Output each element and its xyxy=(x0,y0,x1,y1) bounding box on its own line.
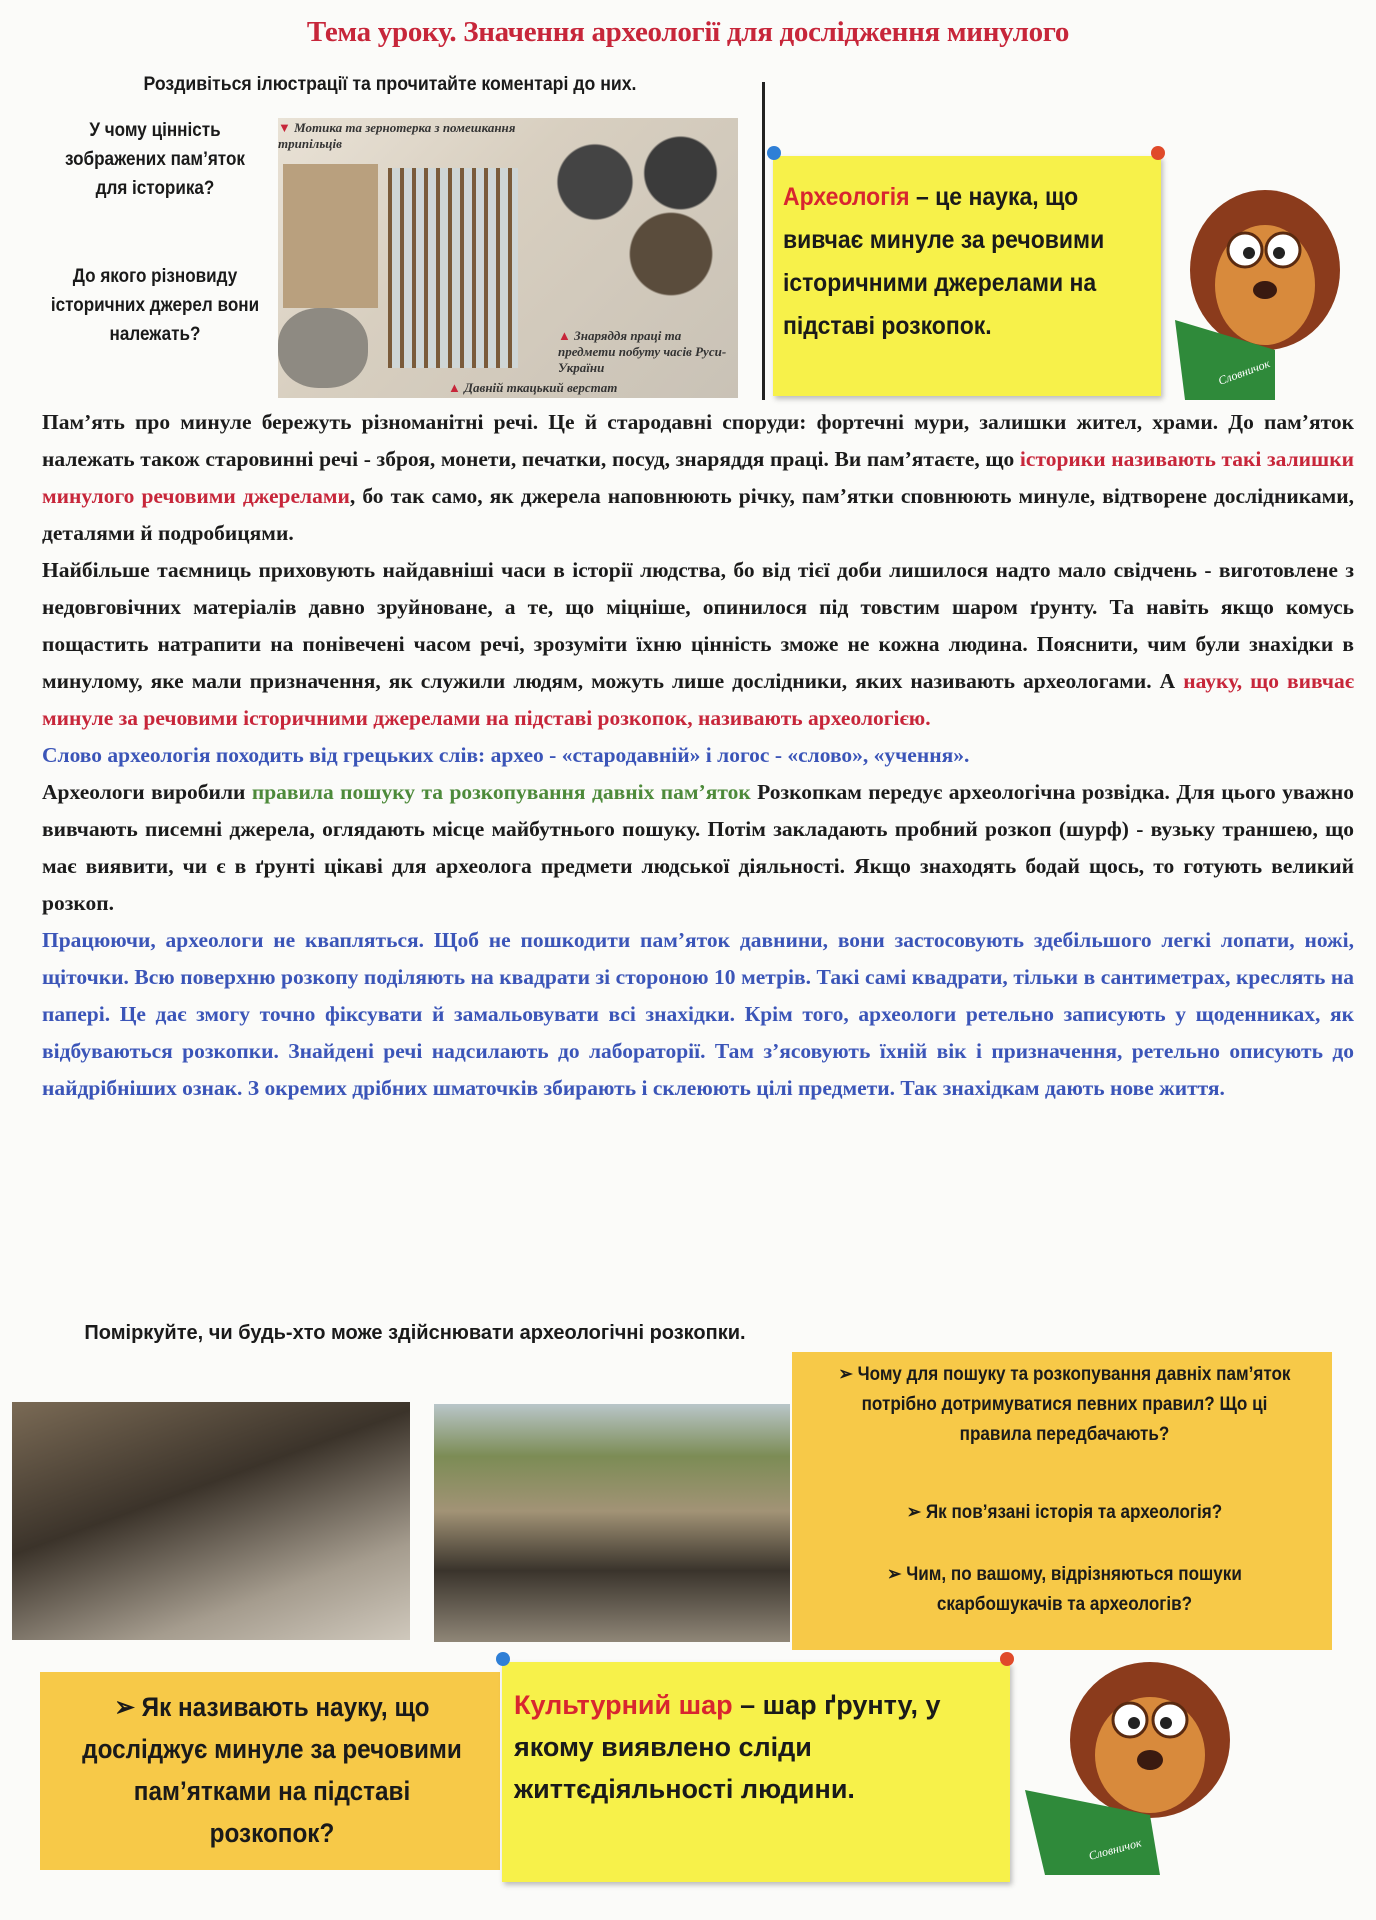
definition-note-archaeology xyxy=(773,156,1161,396)
pin-icon xyxy=(496,1652,510,1666)
instruction-text: Роздивіться ілюстрації та прочитайте коментарі до них. xyxy=(143,74,637,95)
triangle-marker-icon: ▲ xyxy=(448,380,465,395)
book-label: Словничок xyxy=(1087,1835,1143,1863)
bottom-question-box xyxy=(40,1672,500,1870)
paragraph-methods: Працюючи, археологи не квапляться. Щоб не пошкодити пам’яток давнини, вони застосовують здебільшого легкі лопати, ножі, щіточки. Всю поверхню розкопу поділяють на квадрати зі стороною 10 метрів. Такі самі квадрати, тільки в сантиметрах, креслять на папері. Це дає змогу точно фіксувати й замальовувати всі знахідки. Крім того, археологи ретельно записують у щоденниках, як відбуваються розкопки. Знайдені речі надсилають до лабораторії. Там з’ясовують їхній вік і призначення, ретельно описують до найдрібніших ознак. З окремих дрібних шматочків збирають і склеюють цілі предмети. Так знахідкам дають нове життя. xyxy=(42,928,1354,1100)
lion-mascot-reading-icon xyxy=(1165,190,1345,400)
text-run: Найбільше таємниць приховують найдавніші часи в історії людства, бо від тієї доби лишилося надто мало свідчень - виготовлене з недовговічних матеріалів давно зруйноване, а те, що міцніше, опинилося під товстим шаром ґрунту. Та навіть якщо комусь пощастить натрапити на понівечені часом речі, зрозуміти їхню цінність зможе не кожна людина. Пояснити, чим були знахідки в минулому, яке мали призначення, як служили людям, можуть лише дослідники, яких називають археологами. А xyxy=(42,558,1354,693)
term: Археологія xyxy=(783,183,910,211)
paragraph-memory xyxy=(42,404,1354,552)
paragraph-rules xyxy=(42,774,1354,922)
question-treasure-hunters: ➢ Чим, по вашому, відрізняються пошуки скарбошукачів та археологів? xyxy=(887,1564,1242,1615)
caption-tools-text: Знаряддя праці та предмети побуту часів Руси-України xyxy=(558,328,727,375)
triangle-marker-icon: ▼ xyxy=(278,120,295,135)
caption-loom-text: Давній ткацький верстат xyxy=(464,380,618,395)
vertical-divider xyxy=(762,82,765,400)
pin-icon xyxy=(1000,1652,1014,1666)
highlight-green: правила пошуку та розкопування давніх пам’яток xyxy=(251,780,751,804)
paragraph-etymology: Слово археологія походить від грецьких слів: археo - «стародавній» і логос - «слово», «учення». xyxy=(42,743,970,767)
question-value: У чому цінність зображених пам’яток для історика? xyxy=(65,120,245,199)
term: Культурний шар xyxy=(514,1690,733,1720)
text-run: Пам’ять про минуле бережуть різноманітні речі. Це й стародавні споруди: фортечні мури, залишки жител, храми. До пам’яток належать також старовинні речі - зброя, монети, печатки, посуд, знаряддя праці. Ви пам’ятаєте, що xyxy=(42,410,1354,471)
triangle-marker-icon: ▲ xyxy=(558,328,575,343)
question-history-archaeology: ➢ Як пов’язані історія та археологія? xyxy=(906,1502,1223,1523)
lesson-body xyxy=(42,404,1354,1107)
excavation-photo-1 xyxy=(12,1402,410,1640)
paragraph-archaeologists xyxy=(42,552,1354,737)
definition-note-cultural-layer xyxy=(502,1662,1010,1882)
grinder-image xyxy=(278,308,368,388)
pin-icon xyxy=(767,146,781,160)
definition: – шар ґрунту, у якому виявлено сліди життєдіяльності людини. xyxy=(514,1690,941,1804)
pin-icon xyxy=(1151,146,1165,160)
text-run: Розкопкам передує археологічна розвідка. Для цього уважно вивчають писемні джерела, оглядають місце майбутнього пошуку. Потім закладають пробний розкоп (шурф) - вузьку траншею, що має виявити, чи є в ґрунті цікаві для археолога предмети людської діяльності. Якщо знаходять бодай щось, то готують великий розкоп. xyxy=(42,780,1355,915)
question-source-type: До якого різновиду історичних джерел вони належать? xyxy=(50,266,260,345)
tools-image xyxy=(538,128,728,308)
question-text: Як пов’язані історія та археологія? xyxy=(925,1502,1223,1523)
question-science-name: ➢ Як називають науку, що досліджує минуле за речовими пам’ятками на підставі розкопок? xyxy=(82,1692,462,1848)
caption-hoe xyxy=(278,120,518,152)
artifacts-illustration xyxy=(278,118,738,398)
highlight-red: науку, що вивчає минуле за речовими історичними джерелами на підставі розкопок, називають археологією. xyxy=(42,669,1354,730)
questions-box xyxy=(792,1352,1332,1650)
question-text: Як називають науку, що досліджує минуле за речовими пам’ятками на підставі розкопок? xyxy=(82,1692,462,1848)
book-label: Словничок xyxy=(1216,356,1272,388)
hoe-image xyxy=(283,164,378,308)
highlight-red: історики називають такі залишки минулого речовими джерелами xyxy=(42,447,1354,508)
loom-image xyxy=(388,168,518,368)
definition-text xyxy=(783,176,1123,348)
lesson-title: Тема уроку. Значення археології для дослідження минулого xyxy=(306,16,1070,48)
question-text: Чому для пошуку та розкопування давніх пам’яток потрібно дотримуватися певних правил? Що ці правила передбачають? xyxy=(857,1364,1291,1445)
text-run: Археологи виробили xyxy=(42,780,252,804)
caption-loom xyxy=(448,380,668,396)
definition: – це наука, що вивчає минуле за речовими історичними джерелами на підставі розкопок. xyxy=(783,183,1105,340)
caption-tools xyxy=(558,328,733,376)
caption-hoe-text: Мотика та зернотерка з помешкання трипільців xyxy=(278,120,516,151)
question-rules: ➢ Чому для пошуку та розкопування давніх пам’яток потрібно дотримуватися певних правил? Що ці правила передбачають? xyxy=(838,1364,1291,1445)
question-text: Чим, по вашому, відрізняються пошуки скарбошукачів та археологів? xyxy=(906,1564,1242,1615)
ponder-prompt: Поміркуйте, чи будь-хто може здійснювати археологічні розкопки. xyxy=(84,1322,746,1344)
definition-text xyxy=(514,1684,994,1810)
text-run: , бо так само, як джерела наповнюють річку, пам’ятки сповнюють минуле, відтворене дослідниками, деталями й подробицями. xyxy=(42,484,1354,545)
excavation-photo-2 xyxy=(434,1404,790,1642)
lion-mascot-reading-icon xyxy=(1020,1660,1250,1875)
